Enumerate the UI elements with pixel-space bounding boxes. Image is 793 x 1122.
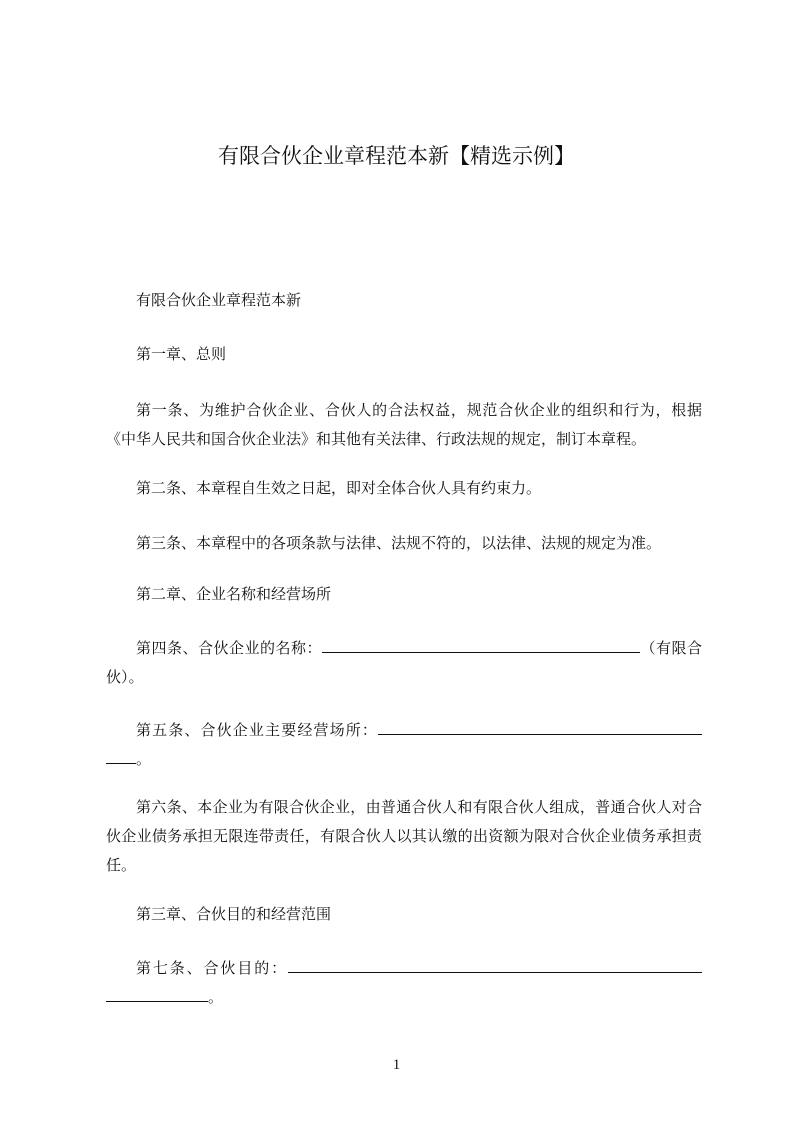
document-subtitle — [106, 286, 702, 315]
article-4 — [106, 634, 702, 692]
business-address-blank-continued — [106, 748, 136, 764]
business-address-blank — [378, 719, 702, 735]
document-title: 有限合伙企业章程范本新【精选示例】 — [218, 144, 575, 168]
article-4-text: 第四条、合伙企业的名称： — [136, 639, 322, 657]
partnership-purpose-blank — [288, 957, 702, 973]
article-1: 第一条、为维护合伙企业、合伙人的合法权益，规范合伙企业的组织和行为，根据《中华人民共和国合伙企业法》和其他有关法律、行政法规的规定，制订本章程。 — [106, 401, 702, 448]
subtitle-text: 有限合伙企业章程范本新 — [136, 291, 302, 309]
article-3: 第三条、本章程中的各项条款与法律、法规不符的，以法律、法规的规定为准。 — [136, 534, 662, 552]
article-6: 第六条、本企业为有限合伙企业，由普通合伙人和有限合伙人组成，普通合伙人对合伙企业债务承担无限连带责任，有限合伙人以其认缴的出资额为限对合伙企业债务承担责任。 — [106, 798, 702, 874]
article-7-text: 第七条、合伙目的： — [136, 959, 288, 977]
page-number: 1 — [392, 1057, 401, 1073]
article-7 — [106, 954, 702, 1012]
article-5-suffix: 。 — [136, 750, 152, 768]
article-2: 第二条、本章程自生效之日起，即对全体合伙人具有约束力。 — [136, 479, 542, 497]
chapter-1-heading: 第一章、总则 — [136, 345, 227, 363]
article-4-suffix: （有限合伙）。 — [106, 639, 702, 686]
article-5-text: 第五条、合伙企业主要经营场所： — [136, 721, 378, 739]
article-5 — [106, 716, 702, 774]
chapter-2-heading: 第二章、企业名称和经营场所 — [136, 585, 332, 603]
chapter-3-heading: 第三章、合伙目的和经营范围 — [136, 905, 332, 923]
article-7-suffix: 。 — [208, 988, 224, 1006]
partnership-purpose-blank-continued — [106, 986, 208, 1002]
company-name-blank — [322, 637, 640, 653]
